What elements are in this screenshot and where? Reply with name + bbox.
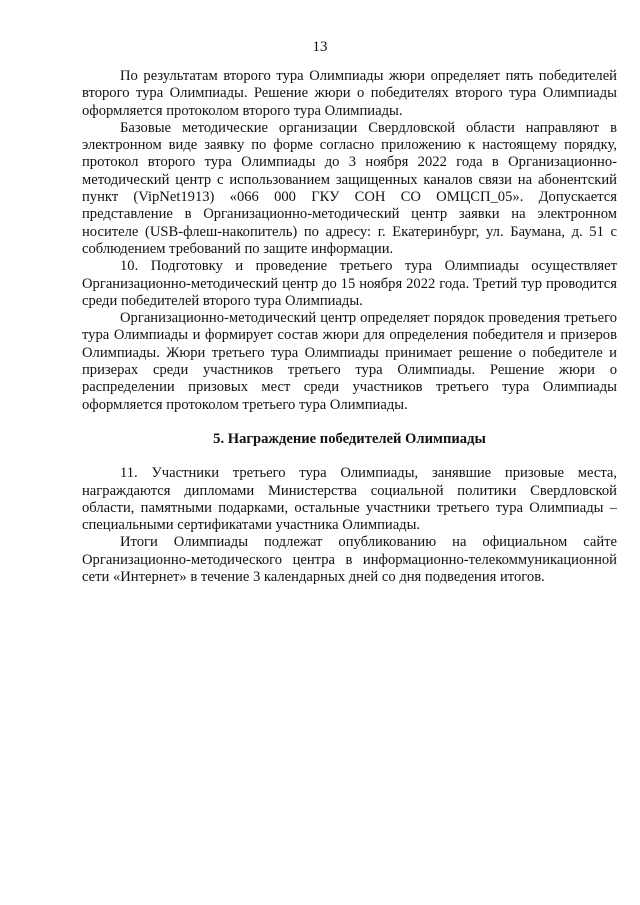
paragraph-awards: 11. Участники третьего тура Олимпиады, занявшие призовые места, награждаются дипломами Министерства социальной политики Свердловской области, памятными подарками, остальные участники третьего тура Олимпиады – специальными сертификатами участника Олимпиады. xyxy=(82,465,617,534)
paragraph-jury-winners: По результатам второго тура Олимпиады жюри определяет пять победителей второго тура Олимпиады. Решение жюри о победителях второго тура Олимпиады оформляется протоколом второго тура Олимпиады. xyxy=(82,68,617,119)
paragraph-third-round-jury: Организационно-методический центр определяет порядок проведения третьего тура Олимпиады и формирует состав жюри для определения победителя и призеров Олимпиады. Жюри третьего тура Олимпиады принимает решение о победителе и призерах среди участников третьего тура Олимпиады. Решение жюри о распределении призовых мест среди участников третьего тура Олимпиады оформляется протоколом третьего тура Олимпиады. xyxy=(82,310,617,413)
paragraph-third-round: 10. Подготовку и проведение третьего тура Олимпиады осуществляет Организационно-методический центр до 15 ноября 2022 года. Третий тур проводится среди победителей второго тура Олимпиады. xyxy=(82,258,617,309)
page-content xyxy=(82,68,617,586)
page-number: 13 xyxy=(312,39,328,55)
paragraph-results-publication: Итоги Олимпиады подлежат опубликованию на официальном сайте Организационно-методического центра в информационно-телекоммуникационной сети «Интернет» в течение 3 календарных дней со дня подведения итогов. xyxy=(82,534,617,586)
paragraph-application-submission: Базовые методические организации Свердловской области направляют в электронном виде заявку по форме согласно приложению к настоящему порядку, протокол второго тура Олимпиады до 3 ноября 2022 года в Организационно-методический центр с использованием защищенных каналов связи на абонентский пункт (VipNet1913) «066 000 ГКУ СОН СО ОМЦСП_05». Допускается представление в Организационно-методический центр заявки на электронном носителе (USB-флеш-накопитель) по адресу: г. Екатеринбург, ул. Баумана, д. 51 с соблюдением требований по защите информации. xyxy=(82,119,617,257)
section-heading: 5. Награждение победителей Олимпиады xyxy=(213,430,486,447)
